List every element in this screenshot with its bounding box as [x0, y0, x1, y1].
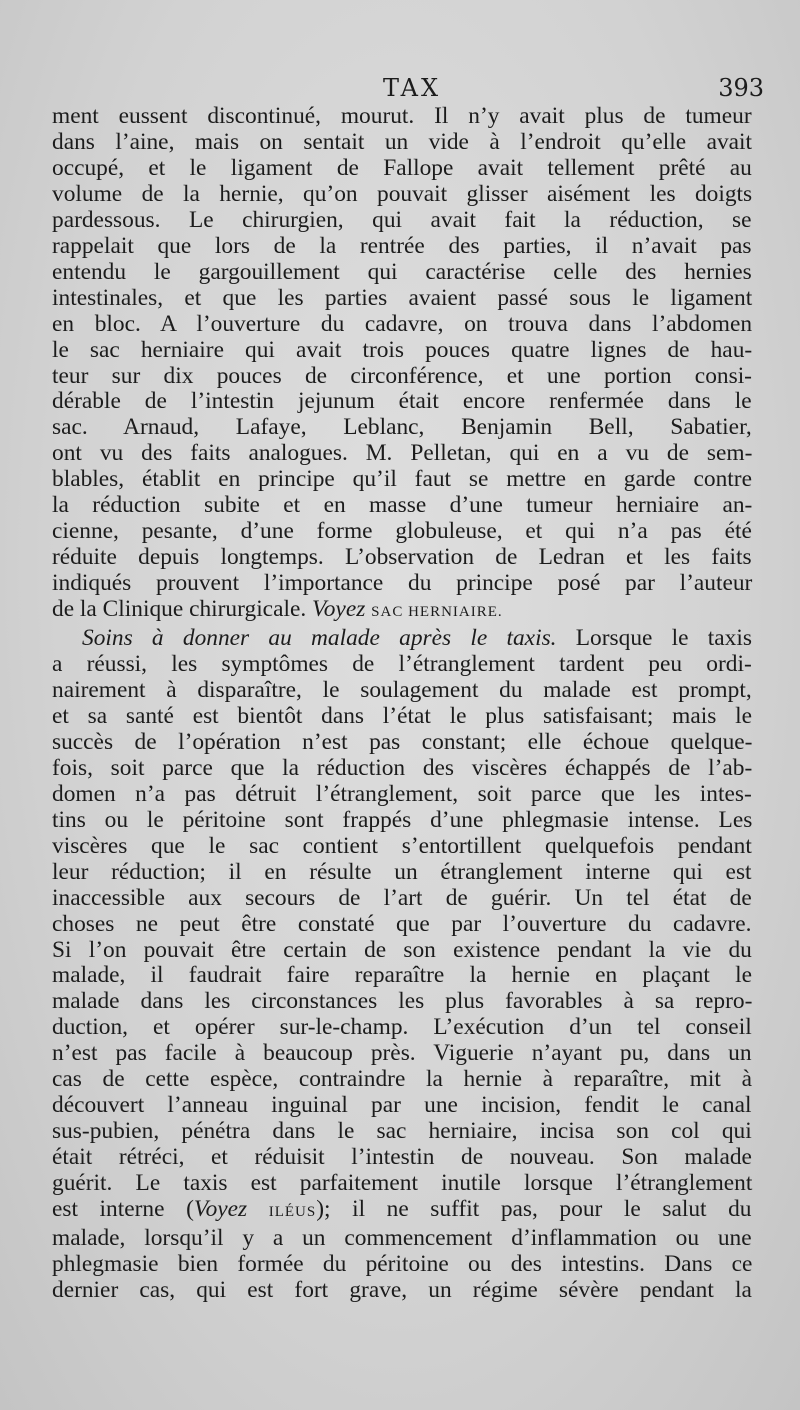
text-span: Lorsque le taxis	[556, 625, 752, 652]
text-line: leur réduction; il en résulte un étranglement interne qui est	[52, 858, 752, 885]
text-line: réduite depuis longtemps. L’observation de Ledran et les faits	[52, 544, 752, 571]
text-line: cienne, pesante, d’une forme globuleuse, et qui n’a pas été	[52, 518, 752, 545]
text-line: ont vu des faits analogues. M. Pelletan, qui en a vu de sem-	[52, 440, 753, 467]
text-line: ment eussent discontinué, mourut. Il n’y avait plus de tumeur	[52, 103, 752, 129]
text-line: phlegmasie bien formée du péritoine ou des intestins. Dans ce	[52, 1250, 753, 1277]
text-line: choses ne peut être constaté que par l’ouverture du cadavre.	[52, 910, 752, 937]
cross-reference-target[interactable]: ILÉUS	[268, 1204, 317, 1221]
text-line: tins ou le péritoine sont frappés d’une phlegmasie intense. Les	[52, 806, 753, 833]
text-line: viscères que le sac contient s’entortillent quelquefois pendant	[52, 832, 752, 859]
body-text	[52, 104, 752, 1304]
text-line: cas de cette espèce, contraindre la hernie à reparaître, mit à	[52, 1066, 752, 1093]
text-line: intestinales, et que les parties avaient passé sous le ligament	[52, 284, 753, 311]
text-line: guérit. Le taxis est parfaitement inutile lorsque l’étranglement	[52, 1170, 753, 1197]
cross-reference-line	[52, 1197, 752, 1226]
text-line: blables, établit en principe qu’il faut se mettre en garde contre	[52, 466, 752, 493]
text-line: dérable de l’intestin jejunum était encore renfermée dans le	[52, 388, 752, 415]
text-line: en bloc. A l’ouverture du cadavre, on trouva dans l’abdomen	[52, 310, 753, 337]
text-line: domen n’a pas détruit l’étranglement, soit parce que les intes-	[52, 780, 752, 807]
see-reference: Voyez	[312, 596, 366, 623]
text-line: découvert l’anneau inguinal par une incision, fendit le canal	[52, 1092, 752, 1119]
cross-reference-target[interactable]: SAC HERNIAIRE.	[371, 604, 503, 621]
text-span: ); il ne suffit pas, pour le salut du	[316, 1196, 752, 1223]
text-line: et sa santé est bientôt dans l’état le plus satisfaisant; mais le	[52, 702, 752, 729]
text-line: le sac herniaire qui avait trois pouces quatre lignes de hau-	[52, 336, 753, 363]
see-reference: Voyez	[193, 1196, 248, 1223]
text-span: est interne (	[52, 1196, 194, 1223]
text-line: pardessous. Le chirurgien, qui avait fait la réduction, se	[52, 206, 752, 233]
text-line: volume de la hernie, qu’on pouvait glisser aisément les doigts	[52, 180, 753, 207]
text-line: teur sur dix pouces de circonférence, et une portion consi-	[52, 362, 752, 389]
cross-reference-line	[52, 597, 752, 626]
text-line: malade, lorsqu’il y a un commencement d’inflammation ou une	[52, 1224, 752, 1251]
running-head: TAX	[382, 74, 442, 102]
text-line: malade, il faudrait faire reparaître la hernie en plaçant le	[52, 962, 752, 989]
section-start-line	[52, 626, 752, 652]
text-line: occupé, et le ligament de Fallope avait tellement prêté au	[52, 154, 752, 181]
text-span: de la Clinique chirurgicale.	[52, 596, 307, 623]
text-line: duction, et opérer sur-le-champ. L’exécution d’un tel conseil	[52, 1014, 752, 1041]
text-line: sac. Arnaud, Lafaye, Leblanc, Benjamin Bell, Sabatier,	[52, 414, 752, 441]
text-line: n’est pas facile à beaucoup près. Viguerie n’ayant pu, dans un	[52, 1040, 752, 1067]
text-line: dernier cas, qui est fort grave, un régime sévère pendant la	[52, 1276, 752, 1303]
text-line: était rétréci, et réduisit l’intestin de nouveau. Son malade	[52, 1144, 752, 1171]
section-heading: Soins à donner au malade après le taxis.	[82, 625, 557, 652]
text-line: sus-pubien, pénétra dans le sac herniaire, incisa son col qui	[52, 1118, 752, 1145]
text-line: inaccessible aux secours de l’art de guérir. Un tel état de	[52, 884, 752, 911]
text-line: indiqués prouvent l’importance du principe posé par l’auteur	[52, 570, 753, 597]
text-line: la réduction subite et en masse d’une tumeur herniaire an-	[52, 492, 753, 519]
text-line: a réussi, les symptômes de l’étranglement tardent peu ordi-	[52, 651, 752, 678]
text-line: succès de l’opération n’est pas constant; elle échoue quelque-	[52, 728, 753, 755]
text-line: rappelait que lors de la rentrée des parties, il n’avait pas	[52, 232, 752, 259]
text-line: dans l’aine, mais on sentait un vide à l’endroit qu’elle avait	[52, 128, 753, 155]
text-line: Si l’on pouvait être certain de son existence pendant la vie du	[52, 936, 752, 963]
page-number: 393	[718, 74, 764, 102]
text-line: malade dans les circonstances les plus favorables à sa repro-	[52, 988, 753, 1015]
text-line: entendu le gargouillement qui caractérise celle des hernies	[52, 258, 752, 285]
text-line: fois, soit parce que la réduction des viscères échappés de l’ab-	[52, 754, 753, 781]
text-line: nairement à disparaître, le soulagement du malade est prompt,	[52, 676, 752, 703]
page-header	[52, 74, 772, 104]
